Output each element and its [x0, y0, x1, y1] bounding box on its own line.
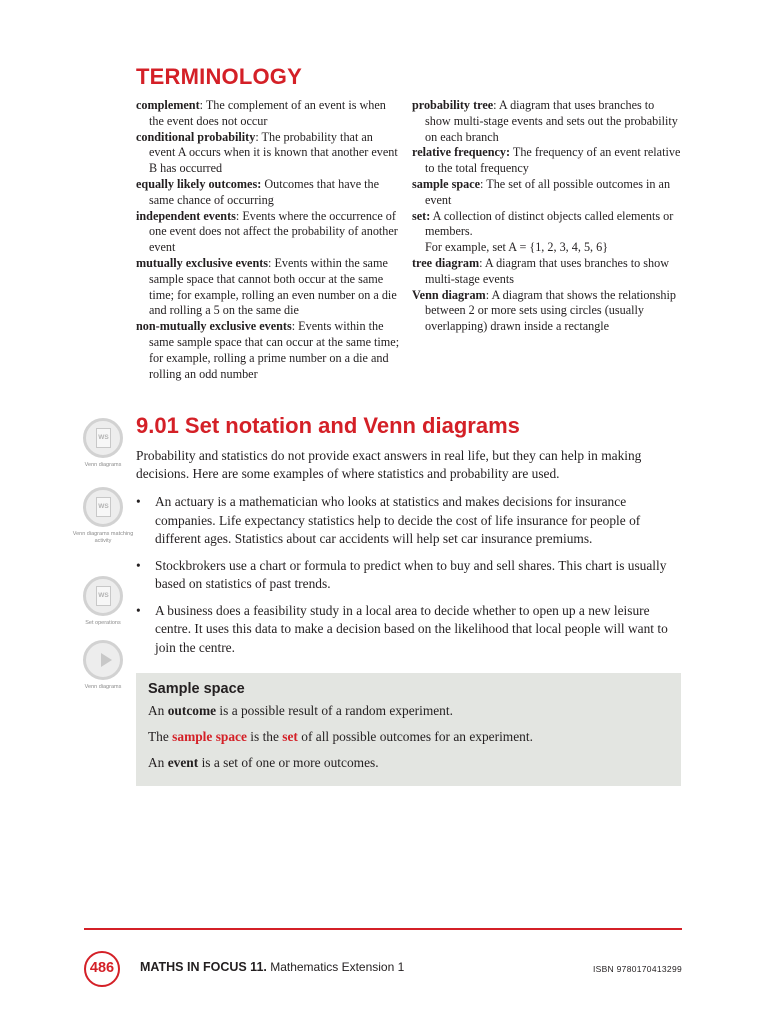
terminology-right-column — [412, 98, 682, 335]
term-entry — [136, 319, 402, 382]
text-span: is a set of one or more outcomes. — [198, 755, 379, 770]
box-line-event — [148, 754, 669, 771]
terminology-left-column — [136, 98, 402, 382]
book-subtitle: Mathematics Extension 1 — [266, 960, 405, 974]
term-word: independent events — [136, 208, 236, 223]
term-separator: : — [291, 319, 299, 334]
term-definition: A diagram that uses branches to show multi-stage events — [425, 255, 670, 286]
term-entry — [136, 177, 402, 209]
text-span: The — [148, 729, 173, 744]
bullet-marker: • — [136, 557, 141, 573]
bullet-text: A business does a feasibility study in a local area to decide whether to open up a new leisure centre. It uses this data to make a decision based on the likelihood that local people will want to join the centre. — [155, 602, 668, 655]
term-word: conditional probability — [136, 129, 256, 144]
sidebar-item-venn-matching-worksheet[interactable] — [72, 487, 134, 544]
term-word: complement — [136, 98, 200, 112]
box-title: Sample space — [148, 681, 245, 697]
bullet-marker: • — [136, 602, 141, 618]
keyword-outcome: outcome — [167, 703, 217, 718]
list-item — [136, 602, 681, 658]
play-video-icon[interactable] — [83, 640, 123, 680]
list-item — [136, 557, 681, 594]
term-entry — [412, 98, 682, 145]
sidebar-item-label: Venn diagrams matching activity — [72, 531, 134, 544]
worksheet-icon[interactable] — [83, 576, 123, 616]
term-separator: : — [255, 129, 262, 144]
term-word: probability tree — [412, 98, 494, 112]
section-heading: 9.01 Set notation and Venn diagrams — [136, 413, 520, 438]
term-definition: Outcomes that have the same chance of occurring — [149, 176, 380, 207]
bullet-marker: • — [136, 494, 141, 509]
isbn: ISBN 9780170413299 — [592, 964, 682, 974]
term-separator: : — [493, 98, 499, 112]
term-word: set: — [412, 208, 431, 223]
sidebar-item-label: Set operations — [85, 620, 121, 626]
term-definition: A diagram that shows the relationship between 2 or more sets using circles (usually overlapping) drawn inside a rectangle — [425, 287, 676, 334]
sidebar-item-venn-diagrams-worksheet[interactable] — [72, 418, 134, 469]
term-definition: The frequency of an event relative to the total frequency — [425, 145, 681, 176]
keyword-set: set — [282, 729, 298, 744]
term-definition: The set of all possible outcomes in an event — [425, 176, 671, 207]
sidebar-item-set-operations-worksheet[interactable] — [72, 576, 134, 627]
intro-paragraph: Probability and statistics do not provide exact answers in real life, but they can help in making decisions. Here are some examples of where statistics and probability are used. — [136, 448, 642, 481]
text-span: An — [148, 755, 168, 770]
term-word: non-mutually exclusive events — [136, 319, 292, 334]
term-definition: Events within the same sample space that can occur at the same time; for example, rolling a prime number on a die and rolling an odd number — [149, 319, 400, 381]
sidebar-item-venn-diagrams-video[interactable] — [72, 640, 134, 691]
term-entry — [136, 256, 402, 319]
term-entry — [136, 209, 402, 256]
text-span: is the — [246, 729, 283, 744]
term-definition: Events where the occurrence of one event does not affect the probability of another event — [149, 208, 398, 255]
term-definition: Events within the same sample space that cannot both occur at the same time; for example, rolling an even number on a die and rolling a 5 on the same die — [149, 255, 397, 318]
term-entry — [412, 288, 682, 335]
bullet-text: An actuary is a mathematician who looks at statistics and makes decisions for insurance companies. Life expectancy statistics help to decide the cost of life insurance for people of different ages. Statistics about car accidents will help set car insurance premiums. — [155, 494, 641, 546]
term-entry — [412, 256, 682, 288]
terminology-heading: TERMINOLOGY — [136, 64, 302, 89]
term-entry — [412, 209, 682, 256]
term-word: equally likely outcomes: — [136, 176, 262, 191]
term-entry — [412, 145, 682, 177]
term-entry — [136, 130, 402, 177]
term-separator: : — [479, 255, 485, 270]
term-separator: : — [199, 98, 206, 112]
page-number: 486 — [84, 951, 120, 987]
text-span: is a possible result of a random experiment. — [216, 703, 453, 718]
footer-divider — [84, 928, 682, 930]
keyword-event: event — [167, 755, 199, 770]
list-item — [136, 493, 681, 549]
worksheet-icon[interactable] — [83, 487, 123, 527]
term-separator: : — [235, 208, 243, 223]
term-word: sample space — [412, 176, 481, 191]
worksheet-badge: WS — [96, 428, 111, 448]
term-word: tree diagram — [412, 255, 480, 270]
text-span: of all possible outcomes for an experiment. — [297, 729, 533, 744]
term-word: relative frequency: — [412, 145, 511, 160]
footer-book-title — [140, 960, 404, 974]
worksheet-icon[interactable] — [83, 418, 123, 458]
bullet-text: Stockbrokers use a chart or formula to predict when to buy and sell shares. This chart is usually based on statistics of past trends. — [155, 557, 667, 591]
term-definition: The probability that an event A occurs when it is known that another event B has occurred — [149, 129, 398, 176]
term-definition: A diagram that uses branches to show multi-stage events and sets out the probability on each branch — [425, 98, 678, 144]
sample-space-box — [136, 673, 681, 786]
play-triangle — [101, 653, 112, 667]
term-entry — [412, 177, 682, 209]
worksheet-badge: WS — [96, 586, 111, 606]
keyword-sample-space: sample space — [172, 729, 247, 744]
term-separator: : — [268, 255, 275, 270]
term-example: For example, set A = {1, 2, 3, 4, 5, 6} — [425, 240, 609, 255]
term-separator: : — [480, 176, 487, 191]
term-word: Venn diagram — [412, 287, 486, 302]
term-definition: A collection of distinct objects called elements or members. — [425, 208, 674, 239]
box-line-sample-space — [148, 728, 669, 745]
text-span: An — [148, 703, 168, 718]
term-word: mutually exclusive events — [136, 255, 269, 270]
book-title: MATHS IN FOCUS 11. — [140, 960, 267, 974]
box-line-outcome — [148, 702, 669, 719]
term-definition: The complement of an event is when the event does not occur — [149, 98, 386, 128]
bullet-list — [136, 493, 681, 665]
term-separator: : — [485, 287, 492, 302]
worksheet-badge: WS — [96, 497, 111, 517]
term-entry — [136, 98, 402, 130]
sidebar-item-label: Venn diagrams — [84, 462, 122, 468]
sidebar-item-label: Venn diagrams — [84, 684, 122, 690]
